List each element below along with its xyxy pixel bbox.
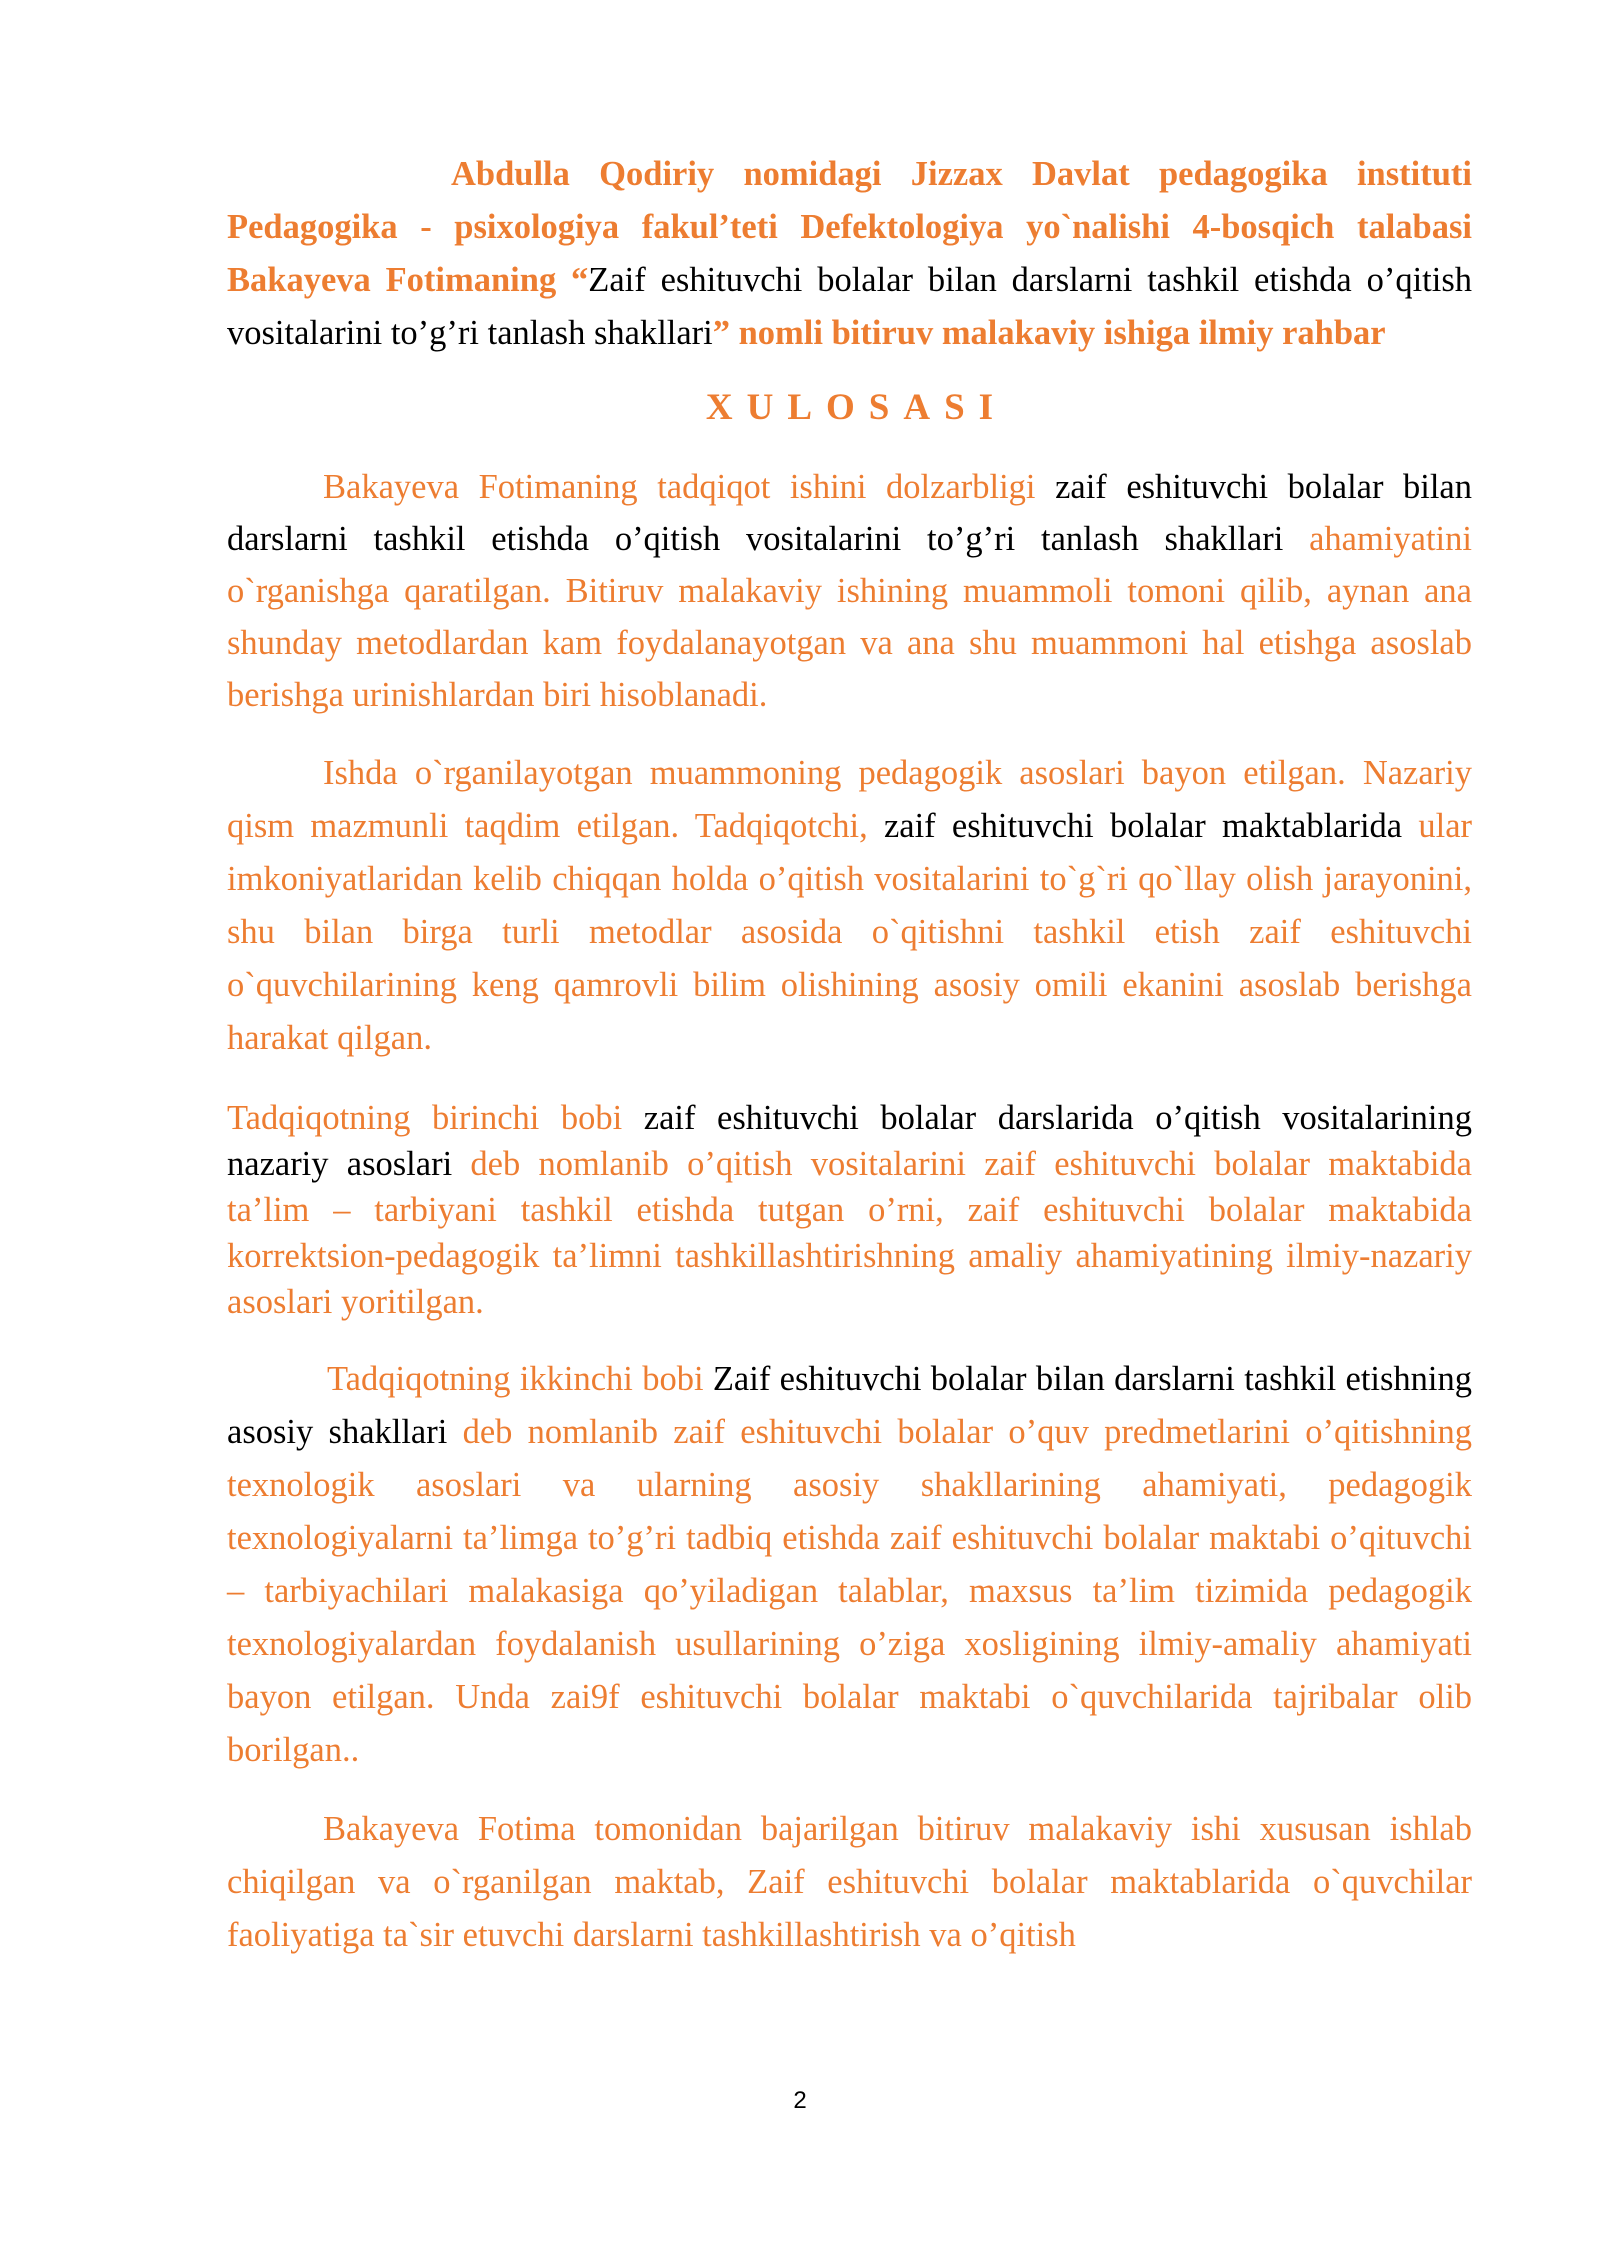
document-body [227, 148, 1472, 1962]
paragraph-conclusion [227, 1803, 1472, 1962]
intro-supervisor-text: nomli bitiruv malakaviy ishiga ilmiy rahbar [730, 314, 1386, 352]
paragraph-theory-part1: Ishda o`rganilayotgan muammoning pedagogik asoslari bayon etilgan. Nazariy qism mazmunli taqdim etilgan. Tadqiqotchi, [227, 754, 1472, 845]
paragraph-relevance [227, 461, 1472, 721]
intro-close-quote: ” [712, 314, 730, 352]
paragraph-chapter-one-part2: zaif eshituvchi bolalar darslarida o’qitish vositalarining nazariy asoslari [227, 1099, 1472, 1183]
paragraph-chapter-one [227, 1095, 1472, 1325]
paragraph-conclusion-part1: Bakayeva Fotima tomonidan bajarilgan bitiruv malakaviy ishi xususan ishlab chiqilgan va o`rganilgan maktab, Zaif eshituvchi bolalar maktablarida o`quvchilar faoliyatiga ta`sir etuvchi darslarni tashkillashtirish va o’qitish [227, 1810, 1472, 1954]
paragraph-chapter-two [227, 1353, 1472, 1777]
paragraph-chapter-two-part1: Tadqiqotning ikkinchi bobi [327, 1360, 713, 1398]
paragraph-chapter-two-part3: deb nomlanib zaif eshituvchi bolalar o’quv predmetlarini o’qitishning texnologik asoslari va ularning asosiy shakllarining ahamiyati, pedagogik texnologiyalarni ta’limga to’g’ri tadbiq etishda zaif eshituvchi bolalar maktabi o’qituvchi – tarbiyachilari malakasiga qo’yiladigan talablar, maxsus ta’lim tizimida pedagogik texnologiyalardan foydalanish usullarining o’ziga xosligining ilmiy-amaliy ahamiyati bayon etilgan. Unda zai9f eshituvchi bolalar maktabi o`quvchilarida tajribalar olib borilgan.. [227, 1413, 1473, 1769]
intro-thesis-title: Zaif eshituvchi bolalar bilan darslarni tashkil etishda o’qitish vositalarini to’g’ri tanlash shakllari [227, 261, 1472, 352]
paragraph-theory-part3: ular imkoniyatlaridan kelib chiqqan holda o’qitish vositalarini to`g`ri qo`llay olish jarayonini, shu bilan birga turli metodlar asosida o`qitishni tashkil etish zaif eshituvchi o`quvchilarining keng qamrovli bilim olishining asosiy omili ekanini asoslab berishga harakat qilgan. [227, 807, 1473, 1057]
paragraph-theory [227, 747, 1472, 1065]
document-title: XULOSASI [705, 387, 1008, 428]
paragraph-chapter-one-part3: deb nomlanib o’qitish vositalarini zaif eshituvchi bolalar maktabida ta’lim – tarbiyani tashkil etishda tutgan o’rni, zaif eshituvchi bolalar maktabida korrektsion-pedagogik ta’limni tashkillashtirishning amaliy ahamiyatining ilmiy-nazariy asoslari yoritilgan. [227, 1145, 1472, 1321]
paragraph-relevance-part3: ahamiyatini o`rganishga qaratilgan. Bitiruv malakaviy ishining muammoli tomoni qilib, aynan ana shunday metodlardan kam foydalanayotgan va ana shu muammoni hal etishga asoslab berishga urinishlardan biri hisoblanadi. [227, 520, 1472, 714]
paragraph-relevance-part1: Bakayeva Fotimaning tadqiqot ishini dolzarbligi [323, 468, 1056, 506]
paragraph-relevance-part2: zaif eshituvchi bolalar bilan darslarni tashkil etishda o’qitish vositalarini to’g’ri tanlash shakllari [227, 468, 1472, 558]
intro-open-quote: “ [571, 261, 589, 299]
paragraph-chapter-one-part1: Tadqiqotning birinchi bobi [227, 1099, 644, 1137]
intro-institute-text: Abdulla Qodiriy nomidagi Jizzax Davlat pedagogika instituti Pedagogika - psixologiya fakul’teti Defektologiya yo`nalishi 4-bosqich talabasi Bakayeva Fotimaning [227, 155, 1472, 299]
paragraph-theory-part2: zaif eshituvchi bolalar maktablarida [883, 807, 1403, 845]
intro-paragraph [227, 148, 1472, 360]
paragraph-chapter-two-part2: Zaif eshituvchi bolalar bilan darslarni tashkil etishning asosiy shakllari [227, 1360, 1472, 1451]
page-number: 2 [793, 2087, 807, 2114]
